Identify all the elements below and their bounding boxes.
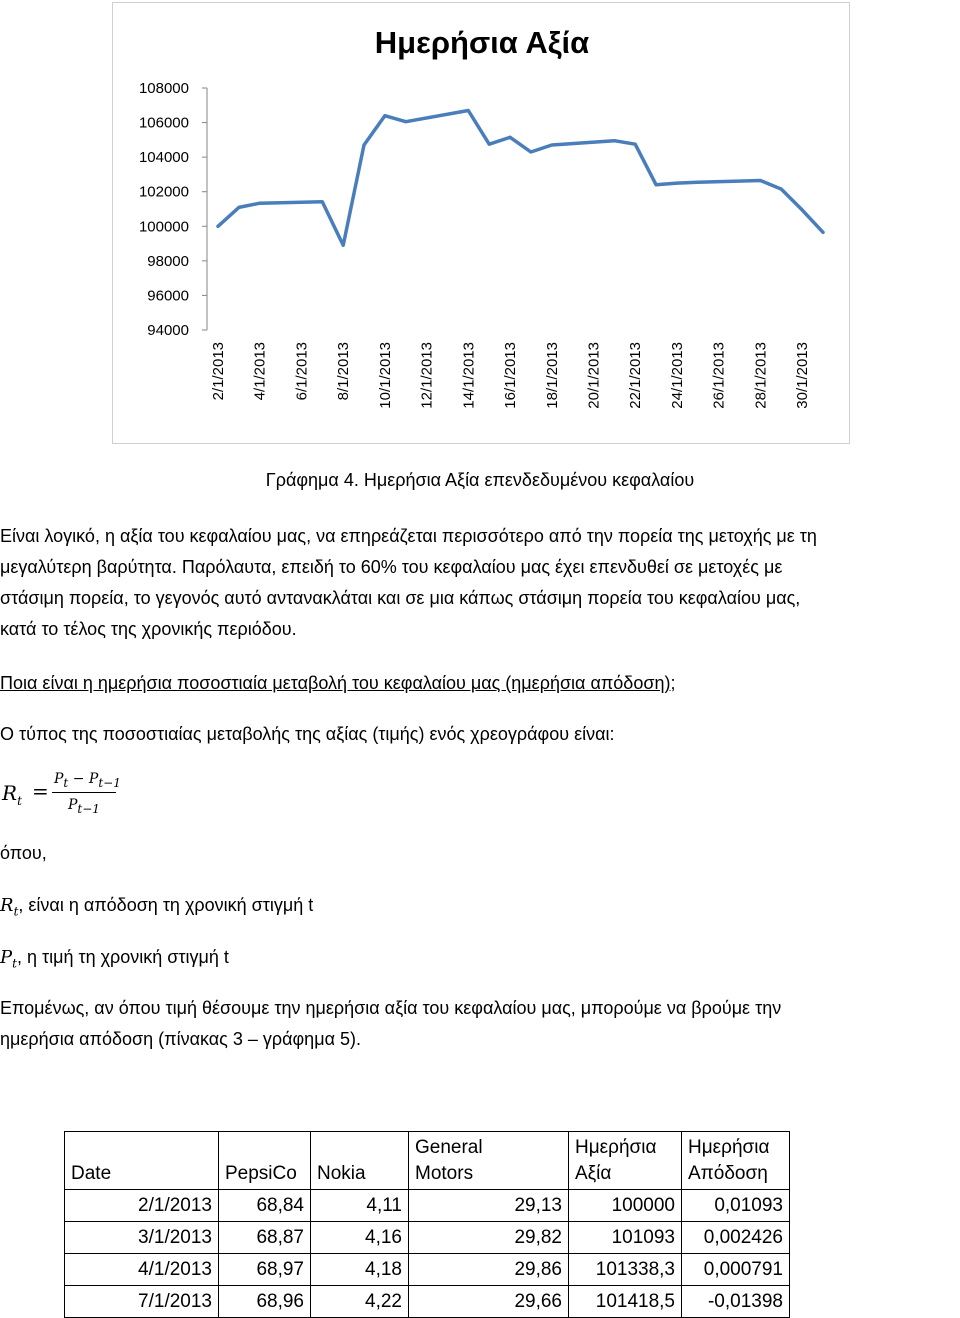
table-row <box>65 1190 790 1222</box>
definition-p: $P_t$, η τιμή τη χρονική στιγμή t <box>0 947 229 971</box>
x-tick-label: 18/1/2013 <box>543 342 561 409</box>
definition-r: $R_t$, είναι η απόδοση τη χρονική στιγμή t <box>0 895 314 919</box>
line-chart <box>113 3 851 445</box>
x-tick-label: 14/1/2013 <box>460 342 478 409</box>
table-row <box>65 1286 790 1318</box>
chart-frame <box>112 2 850 444</box>
x-tick-label: 30/1/2013 <box>794 342 812 409</box>
x-tick-label: 4/1/2013 <box>251 342 269 401</box>
where-label: όπου, <box>0 843 47 863</box>
table-cell: 29,86 <box>409 1254 569 1286</box>
table-cell: 68,84 <box>219 1190 311 1222</box>
series-line <box>218 111 823 246</box>
table-cell: 29,82 <box>409 1222 569 1254</box>
paragraph-line: Είναι λογικό, η αξία του κεφαλαίου μας, να επηρεάζεται περισσότερο από την πορεία της μετοχής με τη <box>0 526 817 546</box>
table-row <box>65 1222 790 1254</box>
formula-denominator: $P_{t-1}$ <box>68 797 100 816</box>
x-tick-label: 22/1/2013 <box>627 342 645 409</box>
table-row <box>65 1254 790 1286</box>
y-tick-label: 96000 <box>147 287 189 305</box>
paragraph-line: ημερήσια απόδοση (πίνακας 3 – γράφημα 5). <box>0 1029 361 1049</box>
table-cell: -0,01398 <box>682 1286 790 1318</box>
y-tick-label: 104000 <box>138 149 189 167</box>
symbol-r: $R_t$ <box>0 895 19 919</box>
x-tick-label: 10/1/2013 <box>376 342 394 409</box>
formula-equals: = <box>32 779 49 803</box>
table-header-cell: Nokia <box>311 1132 409 1190</box>
x-tick-label: 12/1/2013 <box>418 342 436 409</box>
chart-title: Ημερήσια Αξία <box>374 25 590 60</box>
table-cell: 0,01093 <box>682 1190 790 1222</box>
table-cell: 100000 <box>569 1190 682 1222</box>
table-header-cell: Ημερήσια Αξία <box>569 1132 682 1190</box>
paragraph-line: κατά το τέλος της χρονικής περιόδου. <box>0 619 297 639</box>
table-cell: 0,002426 <box>682 1222 790 1254</box>
formula-intro: Ο τύπος της ποσοστιαίας μεταβολής της αξίας (τιμής) ενός χρεογράφου είναι: <box>0 724 615 744</box>
y-tick-label: 106000 <box>138 114 189 132</box>
x-tick-label: 26/1/2013 <box>710 342 728 409</box>
x-tick-label: 16/1/2013 <box>502 342 520 409</box>
x-tick-label: 8/1/2013 <box>335 342 353 401</box>
table-cell: 7/1/2013 <box>65 1286 219 1318</box>
table-cell: 68,97 <box>219 1254 311 1286</box>
table-header-row <box>65 1132 790 1190</box>
fraction-bar <box>52 792 116 793</box>
table-cell: 4,16 <box>311 1222 409 1254</box>
y-tick-label: 102000 <box>138 183 189 201</box>
table-cell: 3/1/2013 <box>65 1222 219 1254</box>
symbol-p: $P_t$ <box>0 947 17 971</box>
figure-caption: Γράφημα 4. Ημερήσια Αξία επενδεδυμένου κεφαλαίου <box>265 470 695 490</box>
table-cell: 101338,3 <box>569 1254 682 1286</box>
y-tick-label: 94000 <box>147 322 189 339</box>
question-text: Ποια είναι η ημερήσια ποσοστιαία μεταβολή του κεφαλαίου μας (ημερήσια απόδοση); <box>0 673 676 693</box>
table-cell: 101093 <box>569 1222 682 1254</box>
table-cell: 4/1/2013 <box>65 1254 219 1286</box>
formula-lhs: $R_t$ <box>2 781 22 808</box>
table-header-cell: Ημερήσια Απόδοση <box>682 1132 790 1190</box>
table-cell: 4,11 <box>311 1190 409 1222</box>
table-cell: 68,96 <box>219 1286 311 1318</box>
paragraph-line: μεγαλύτερη βαρύτητα. Παρόλαυτα, επειδή το 60% του κεφαλαίου μας έχει επενδυθεί σε μετοχές με <box>0 557 783 577</box>
y-tick-label: 108000 <box>138 80 189 97</box>
table-cell: 29,66 <box>409 1286 569 1318</box>
x-tick-label: 20/1/2013 <box>585 342 603 409</box>
data-table <box>64 1131 790 1318</box>
x-tick-label: 6/1/2013 <box>293 342 311 401</box>
x-tick-label: 28/1/2013 <box>752 342 770 409</box>
x-tick-label: 24/1/2013 <box>668 342 686 409</box>
table-cell: 4,18 <box>311 1254 409 1286</box>
table-header-cell: General Motors <box>409 1132 569 1190</box>
table-header-cell: Date <box>65 1132 219 1190</box>
table-header-cell: PepsiCo <box>219 1132 311 1190</box>
y-tick-label: 100000 <box>138 218 189 236</box>
table-cell: 4,22 <box>311 1286 409 1318</box>
paragraph-line: Επομένως, αν όπου τιμή θέσουμε την ημερήσια αξία του κεφαλαίου μας, μπορούμε να βρούμε την <box>0 998 782 1018</box>
table-cell: 101418,5 <box>569 1286 682 1318</box>
table-cell: 2/1/2013 <box>65 1190 219 1222</box>
formula-numerator: $P_t - P_{t-1}$ <box>54 771 121 790</box>
table-cell: 29,13 <box>409 1190 569 1222</box>
table-cell: 68,87 <box>219 1222 311 1254</box>
y-tick-label: 98000 <box>147 252 189 270</box>
x-tick-label: 2/1/2013 <box>210 342 227 401</box>
return-formula <box>0 771 200 825</box>
table-cell: 0,000791 <box>682 1254 790 1286</box>
paragraph-line: στάσιμη πορεία, το γεγονός αυτό αντανακλάται και σε μια κάπως στάσιμη πορεία του κεφαλαίου μας, <box>0 588 801 608</box>
